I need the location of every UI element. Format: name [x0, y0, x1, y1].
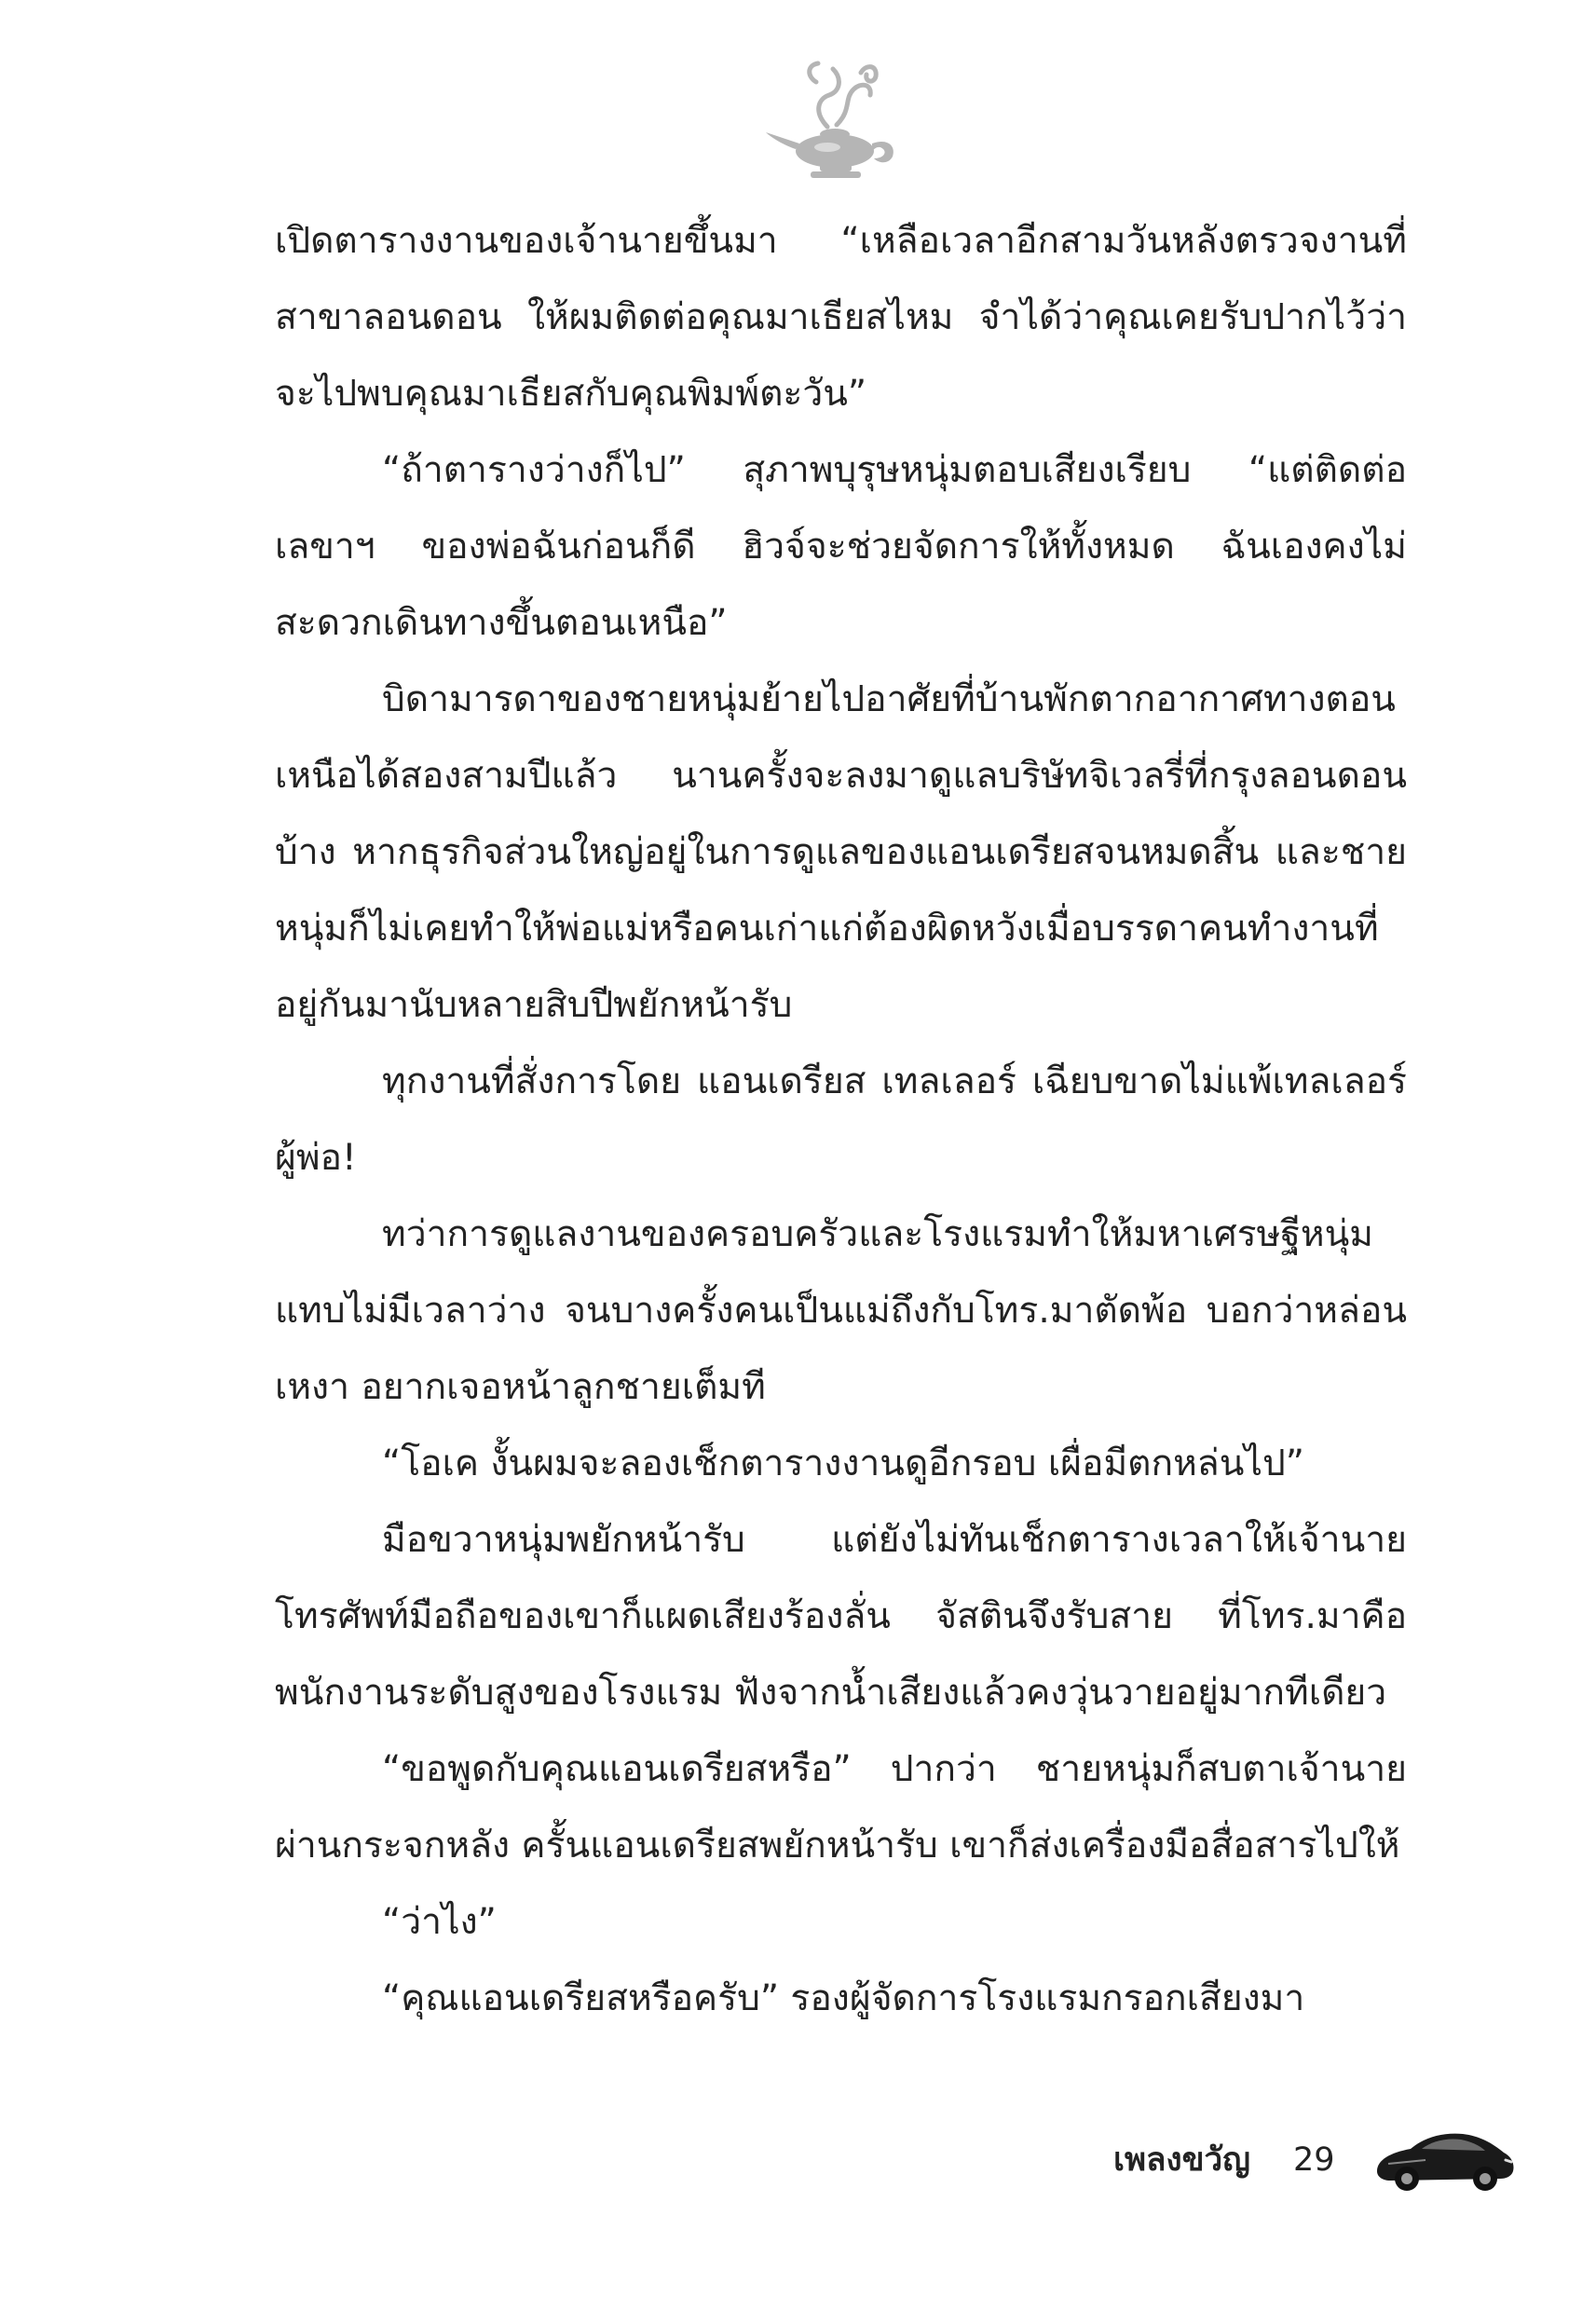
paragraph-10: “คุณแอนเดรียสหรือครับ” รองผู้จัดการโรงแรมกรอกเสียงมา — [382, 1977, 1305, 2019]
magic-lamp-icon — [762, 54, 902, 185]
paragraph-6: “โอเค งั้นผมจะลองเช็กตารางงานดูอีกรอบ เผื่อมีตกหล่นไป” — [382, 1443, 1304, 1484]
paragraph-1: เปิดตารางงานของเจ้านายขึ้นมา “เหลือเวลาอีกสามวันหลังตรวจงานที่สาขาลอนดอน ให้ผมติดต่อคุณมาเธียสไหม จำได้ว่าคุณเคยรับปากไว้ว่าจะไปพบคุณมาเธียสกับคุณพิมพ์ตะวัน” — [275, 220, 1407, 415]
paragraph-7: มือขวาหนุ่มพยักหน้ารับ แต่ยังไม่ทันเช็กตารางเวลาให้เจ้านายโทรศัพท์มือถือของเขาก็แผดเสียงร้องลั่น จัสตินจึงรับสาย ที่โทร.มาคือพนักงานระดับสูงของโรงแรม ฟังจากน้ำเสียงแล้วคงวุ่นวายอยู่มากทีเดียว — [275, 1519, 1407, 1714]
page-number: 29 — [1293, 2141, 1335, 2179]
sports-car-icon — [1370, 2113, 1519, 2199]
body-text — [275, 203, 1407, 2037]
paragraph-5: ทว่าการดูแลงานของครอบครัวและโรงแรมทำให้มหาเศรษฐีหนุ่มแทบไม่มีเวลาว่าง จนบางครั้งคนเป็นแม่ถึงกับโทร.มาตัดพ้อ บอกว่าหล่อนเหงา อยากเจอหน้าลูกชายเต็มที — [275, 1213, 1407, 1408]
book-title: เพลงขวัญ — [1113, 2141, 1250, 2179]
paragraph-3: บิดามารดาของชายหนุ่มย้ายไปอาศัยที่บ้านพักตากอากาศทางตอนเหนือได้สองสามปีแล้ว นานครั้งจะลงมาดูแลบริษัทจิเวลรี่ที่กรุงลอนดอนบ้าง หากธุรกิจส่วนใหญ่อยู่ในการดูแลของแอนเดรียสจนหมดสิ้น และชายหนุ่มก็ไม่เคยทำให้พ่อแม่หรือคนเก่าแก่ต้องผิดหวังเมื่อบรรดาคนทำงานที่อยู่กันมานับหลายสิบปีพยักหน้ารับ — [275, 678, 1407, 1026]
paragraph-9: “ว่าไง” — [382, 1901, 497, 1943]
paragraph-8: “ขอพูดกับคุณแอนเดรียสหรือ” ปากว่า ชายหนุ่มก็สบตาเจ้านายผ่านกระจกหลัง ครั้นแอนเดรียสพยักหน้ารับ เขาก็ส่งเครื่องมือสื่อสารไปให้ — [275, 1748, 1407, 1867]
paragraph-2: “ถ้าตารางว่างก็ไป” สุภาพบุรุษหนุ่มตอบเสียงเรียบ “แต่ติดต่อเลขาฯ ของพ่อฉันก่อนก็ดี ฮิวจ์จะช่วยจัดการให้ทั้งหมด ฉันเองคงไม่สะดวกเดินทางขึ้นตอนเหนือ” — [275, 449, 1407, 644]
paragraph-4: ทุกงานที่สั่งการโดย แอนเดรียส เทลเลอร์ เฉียบขาดไม่แพ้เทลเลอร์ผู้พ่อ! — [275, 1060, 1407, 1179]
